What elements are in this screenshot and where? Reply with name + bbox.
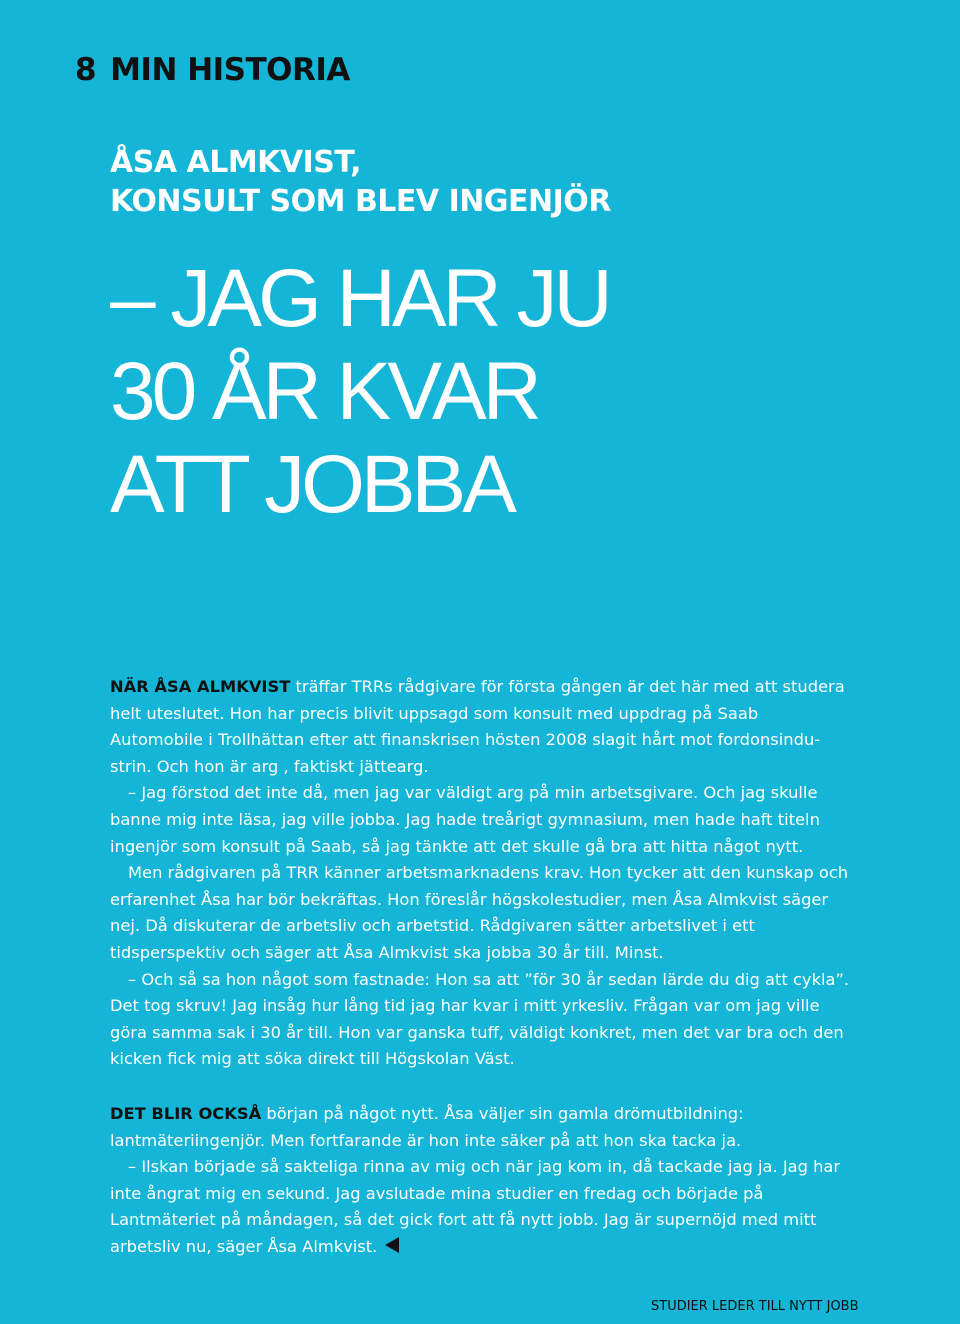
headline-line: ATT JOBBA xyxy=(110,439,513,530)
paragraph xyxy=(110,1101,850,1154)
article-headline xyxy=(110,252,609,531)
quote-paragraph: – Och så sa hon något som fastnade: Hon sa att ”för 30 år sedan lärde du dig att cykla”. Det tog skruv! Jag insåg hur lång tid jag har kvar i mitt yrkesliv. Frågan var om jag ville göra samma sak i 30 år till. Hon var ganska tuff, väldigt konkret, men det var bra och den kicken fick mig att söka direkt till Högskolan Väst. xyxy=(110,969,850,1069)
page-header xyxy=(75,52,350,88)
article-body-section-1 xyxy=(110,674,850,1073)
headline-line: – JAG HAR JU xyxy=(110,253,609,344)
paragraph-text: träffar TRRs rådgivare för första gången är det här med att studera helt uteslutet. Hon har precis blivit uppsagd som konsult med uppdrag på Saab Automobile i Trollhättan efter att finanskrisen hösten 2008 slagit hårt mot fordonsindustrin. Och hon är arg , faktiskt jättearg. xyxy=(110,677,845,776)
headline-line: 30 ÅR KVAR xyxy=(110,346,538,437)
quote-paragraph: – Jag förstod det inte då, men jag var väldigt arg på min arbetsgivare. Och jag skulle banne mig inte läsa, jag ville jobba. Jag hade treårigt gymnasium, men hade haft titeln ingenjör som konsult på Saab, så jag tänkte att det skulle gå bra att hitta något nytt. xyxy=(110,783,820,856)
page-number: 8 xyxy=(75,52,97,88)
section-title: MIN HISTORIA xyxy=(110,52,350,88)
article-subhead xyxy=(110,143,611,221)
running-footer: STUDIER LEDER TILL NYTT JOBB xyxy=(651,1299,859,1314)
paragraph: Men rådgivaren på TRR känner arbetsmarknadens krav. Hon tycker att den kunskap och erfarenhet Åsa har bör bekräftas. Hon föreslår högskolestudier, men Åsa Almkvist säger nej. Då diskuterar de arbetsliv och arbetstid. Rådgivaren sätter arbetslivet i ett tidsperspektiv och säger att Åsa Almkvist ska jobba 30 år till. Minst. xyxy=(110,863,849,962)
article-body-section-2 xyxy=(110,1101,850,1261)
paragraph-text: början på något nytt. Åsa väljer sin gamla drömutbildning: lantmäteriingenjör. Men fortfarande är hon inte säker på att hon ska tacka ja. xyxy=(110,1104,744,1150)
subhead-line: ÅSA ALMKVIST, xyxy=(110,145,361,180)
paragraph-text: – Ilskan började så sakteliga rinna av mig och när jag kom in, då tackade jag ja. Jag har inte ångrat mig en sekund. Jag avslutade mina studier en fredag och började på Lantmäteriet på måndagen, så det gick fort att få nytt jobb. Jag är supernöjd med mitt arbetsliv nu, säger Åsa Almkvist. xyxy=(110,1157,841,1256)
left-pointing-triangle-icon xyxy=(385,1237,399,1253)
quote-paragraph xyxy=(110,1154,850,1260)
subhead-line: KONSULT SOM BLEV INGENJÖR xyxy=(110,184,611,219)
paragraph xyxy=(110,674,850,780)
lead-in: NÄR ÅSA ALMKVIST xyxy=(110,677,291,696)
lead-in: DET BLIR OCKSÅ xyxy=(110,1104,262,1123)
